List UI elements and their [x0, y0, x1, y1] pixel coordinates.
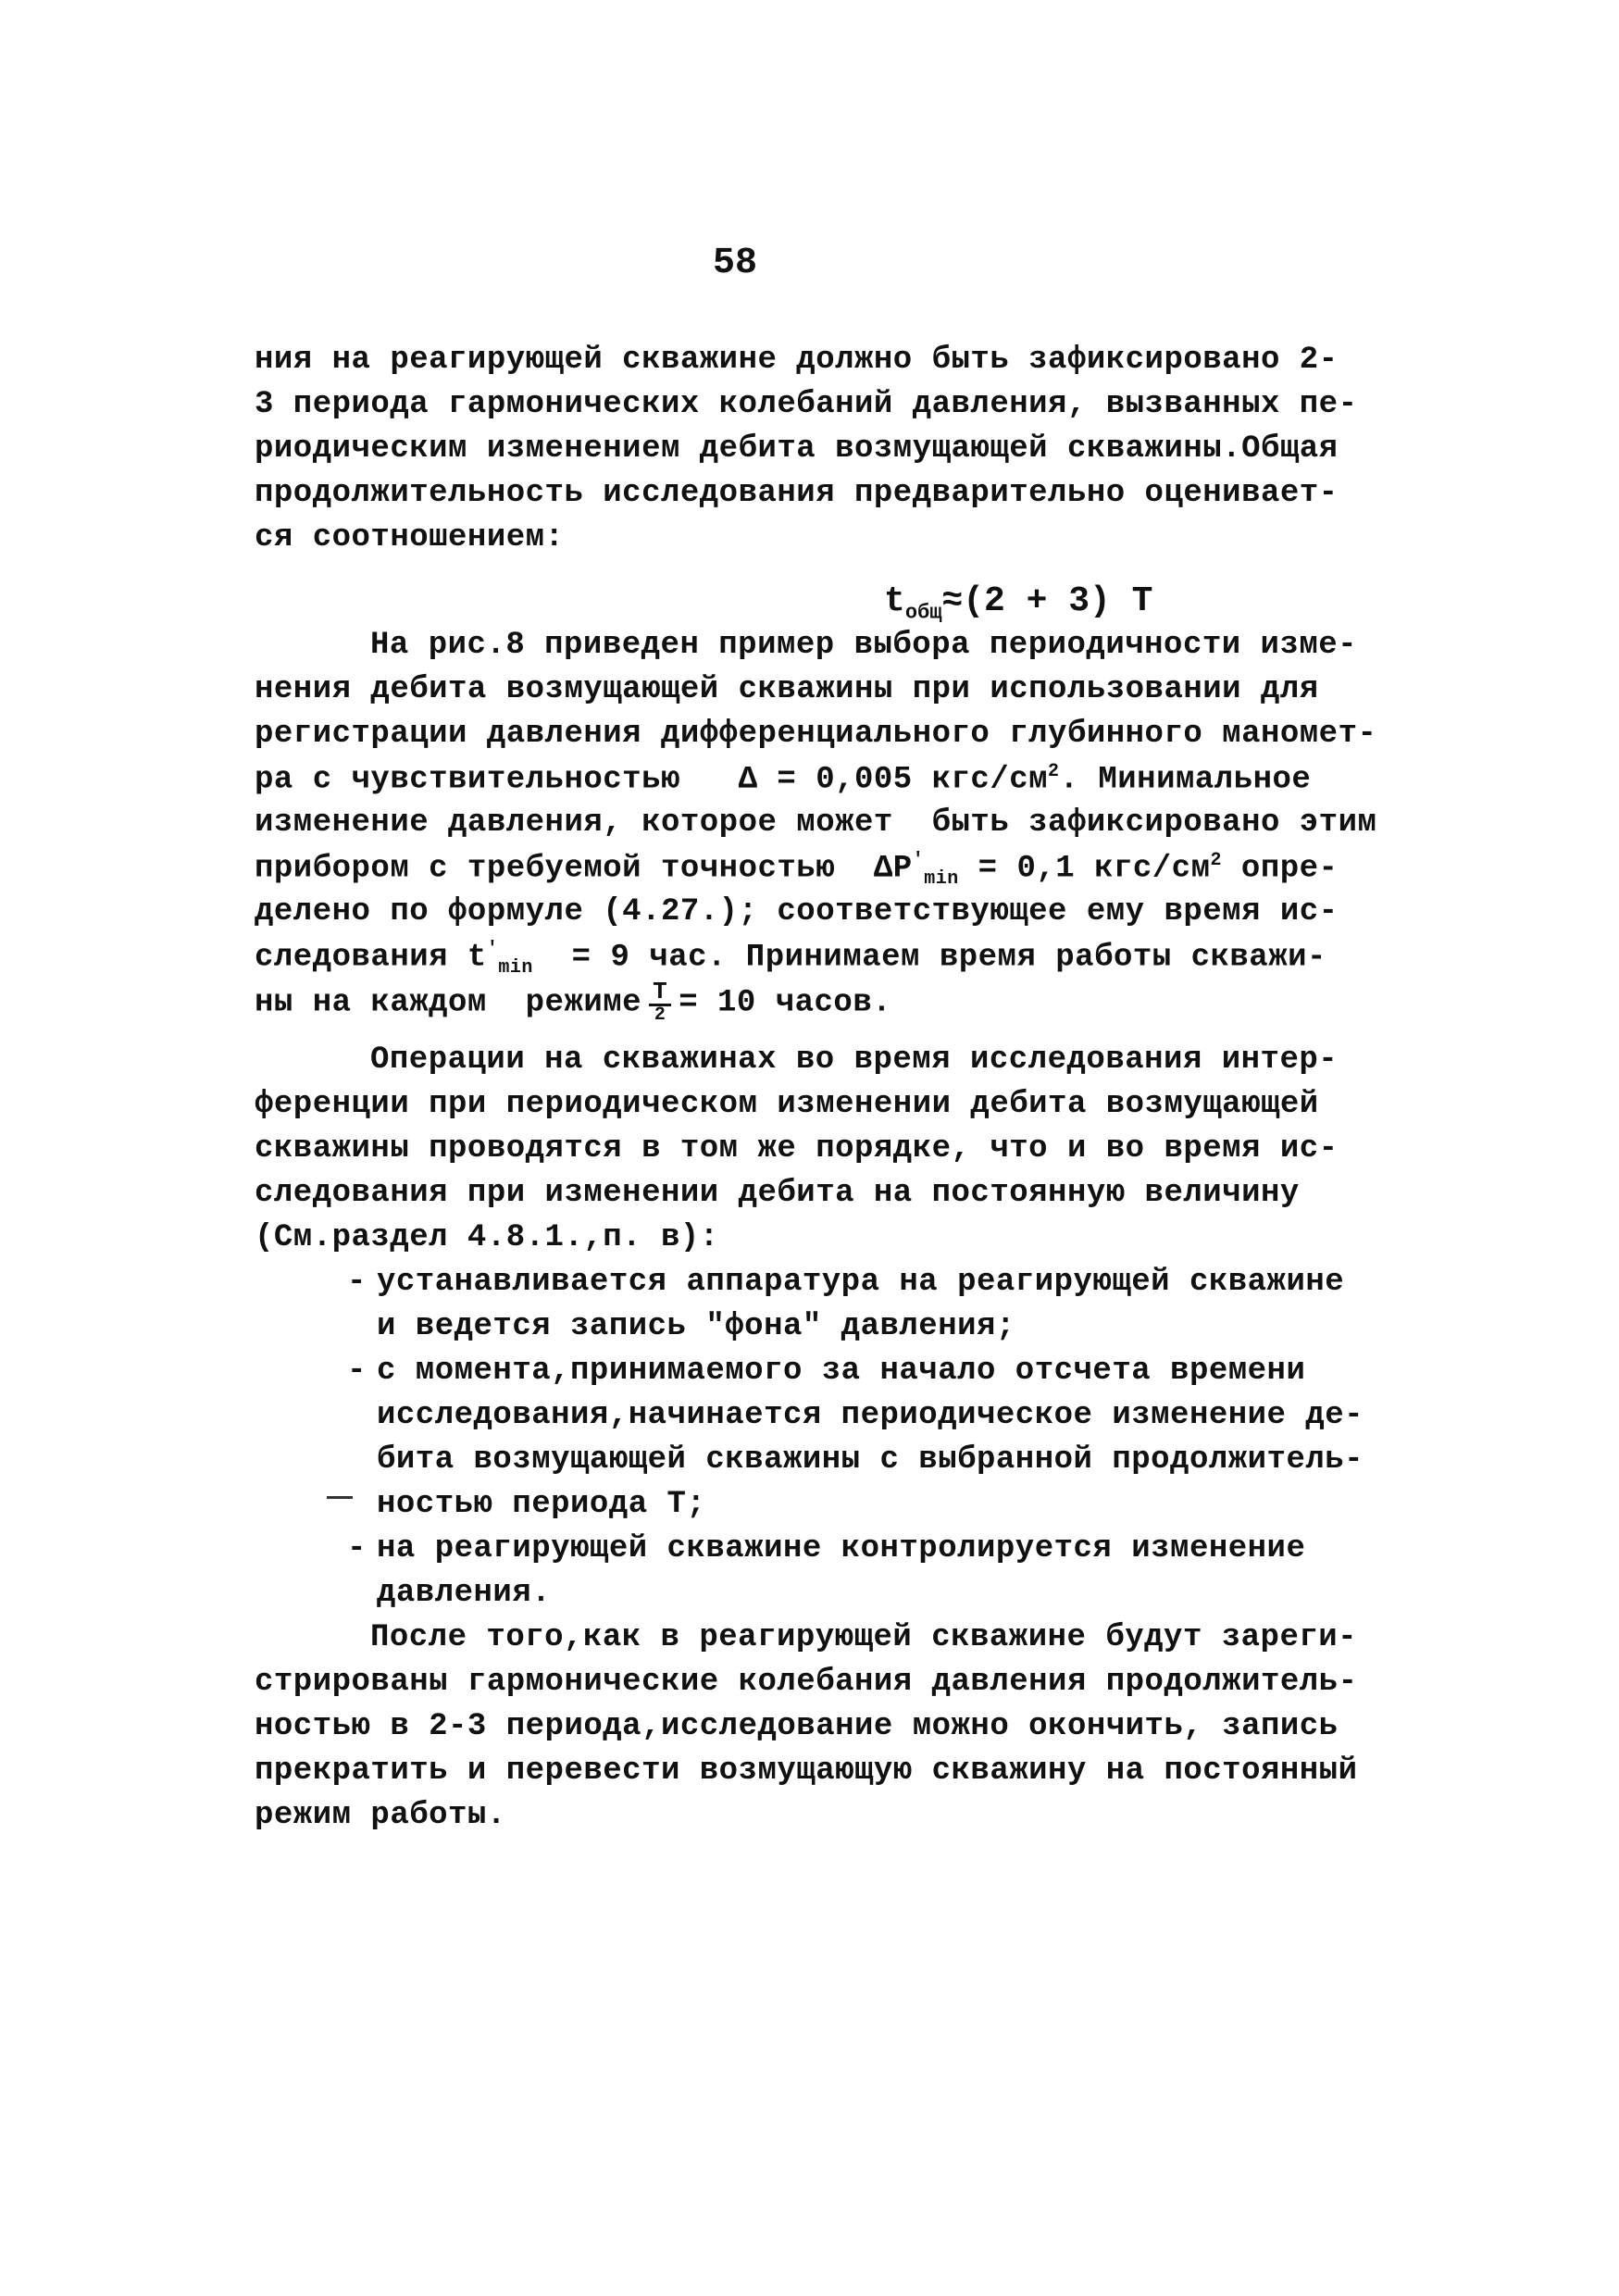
stray-dash-mark	[327, 1496, 353, 1499]
paragraph-3-line: Операции на скважинах во время исследования интер-	[370, 1042, 1339, 1078]
subscript-min: min	[924, 868, 959, 891]
paragraph-2-line: ны на каждом режиме $\frac{T}{2}$ = 10 часов.	[255, 978, 892, 1026]
paragraph-3-line: (См.раздел 4.8.1.,п. в):	[255, 1220, 719, 1255]
paragraph-4-line: ностью в 2-3 периода,исследование можно окончить, запись	[255, 1709, 1339, 1744]
paragraph-2-line: делено по формуле (4.27.); соответствующее ему время ис-	[255, 894, 1339, 930]
page-number: 58	[713, 243, 758, 284]
prime-mark: '	[912, 850, 925, 871]
paragraph-2-line: На рис.8 приведен пример выбора периодичности изме-	[370, 628, 1358, 663]
formula-t: t	[884, 581, 905, 621]
paragraph-2-line: регистрации давления дифференциального глубинного маномет-	[255, 717, 1377, 752]
duration-formula	[884, 581, 1152, 625]
bullet-3-line: давления.	[377, 1576, 552, 1611]
bullet-3-line: на реагирующей скважине контролируется изменение	[377, 1531, 1306, 1566]
paragraph-1-line: ния на реагирующей скважине должно быть зафиксировано 2-	[255, 343, 1339, 378]
paragraph-1-line: продолжительность исследования предварительно оценивает-	[255, 476, 1339, 511]
formula-subscript: общ	[904, 601, 942, 625]
formula-rest: ≈(2 + 3) T	[941, 581, 1153, 621]
paragraph-1-line: ся соотношением:	[255, 520, 565, 555]
fraction-t-over-2: $\frac{T}{2}$	[649, 980, 671, 1025]
paragraph-4-line: режим работы.	[255, 1798, 506, 1833]
paragraph-1-line: риодическим изменением дебита возмущающей скважины.Общая	[255, 431, 1339, 467]
bullet-marker: -	[347, 1531, 367, 1566]
paragraph-3-line: ференции при периодическом изменении дебита возмущающей	[255, 1087, 1319, 1122]
superscript: 2	[1210, 850, 1223, 871]
paragraph-2-line: прибором с требуемой точностью $\Delta P'_{min} = 0,1$ кгс/$см^2$ опре-	[255, 850, 1339, 891]
bullet-2-line: исследования,начинается периодическое изменение де-	[377, 1398, 1364, 1433]
prime-mark: '	[486, 939, 499, 960]
subscript-min: min	[498, 957, 533, 980]
paragraph-4-line: После того,как в реагирующей скважине будут зареги-	[370, 1620, 1358, 1655]
bullet-marker: -	[347, 1265, 367, 1300]
superscript: 2	[1048, 761, 1060, 782]
bullet-1-line: и ведется запись "фона" давления;	[377, 1309, 1015, 1344]
paragraph-3-line: скважины проводятся в том же порядке, что и во время ис-	[255, 1131, 1339, 1167]
bullet-2-line: ностью периода T;	[377, 1487, 706, 1522]
paragraph-3-line: следования при изменении дебита на постоянную величину	[255, 1176, 1300, 1211]
paragraph-2-line: изменение давления, которое может быть зафиксировано этим	[255, 805, 1377, 841]
paragraph-4-line: стрированы гармонические колебания давления продолжитель-	[255, 1665, 1358, 1700]
paragraph-2-line: нения дебита возмущающей скважины при использовании для	[255, 672, 1319, 707]
paragraph-1-line: 3 периода гармонических колебаний давления, вызванных пе-	[255, 387, 1358, 422]
bullet-2-line: с момента,принимаемого за начало отсчета времени	[377, 1354, 1306, 1389]
bullet-marker: -	[347, 1354, 367, 1389]
paragraph-4-line: прекратить и перевести возмущающую скважину на постоянный	[255, 1753, 1358, 1789]
bullet-1-line: устанавливается аппаратура на реагирующей скважине	[377, 1265, 1345, 1300]
paragraph-2-line: ра с чувствительностью Δ = 0,005 кгс/$см^2$. Минимальное	[255, 761, 1312, 798]
paragraph-2-line: следования $t'_{min} = 9$ час. Принимаем время работы скважи-	[255, 939, 1326, 980]
bullet-2-line: бита возмущающей скважины с выбранной продолжитель-	[377, 1442, 1364, 1478]
